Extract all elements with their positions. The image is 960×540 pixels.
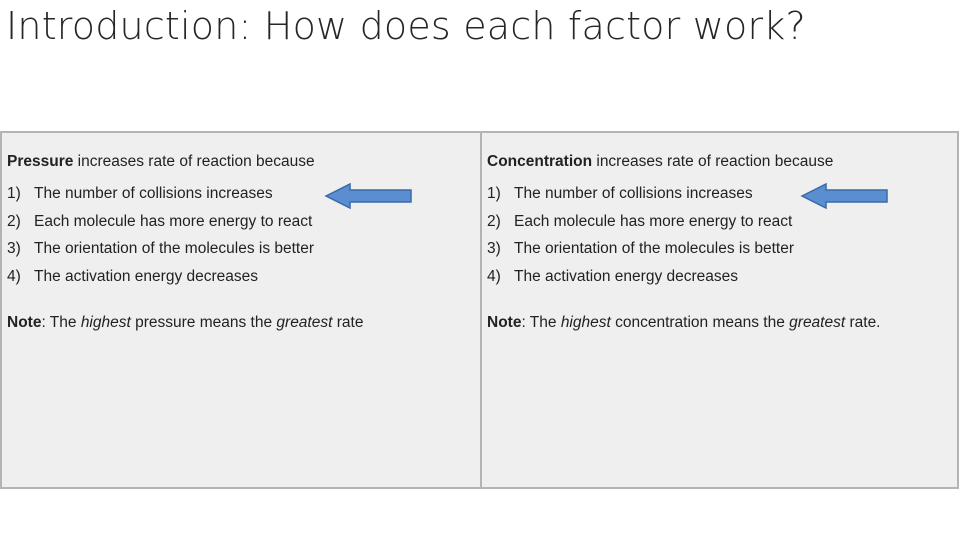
- pressure-heading-bold: Pressure: [7, 153, 74, 170]
- item-text: The orientation of the molecules is better: [514, 240, 795, 257]
- concentration-note: [487, 313, 957, 333]
- item-text: Each molecule has more energy to react: [514, 212, 793, 230]
- note-label: Note: [487, 314, 522, 331]
- note-emphasis: greatest: [276, 314, 333, 331]
- slide-title: Introduction: How does each factor work?: [6, 4, 806, 48]
- list-item: [7, 212, 480, 240]
- right-arrow-icon: [800, 182, 890, 210]
- item-text: The number of collisions increases: [514, 185, 753, 202]
- concentration-heading-rest: increases rate of reaction because: [592, 153, 834, 170]
- concentration-heading-bold: Concentration: [487, 153, 593, 170]
- note-emphasis: highest: [560, 314, 611, 331]
- note-text: rate.: [845, 314, 881, 331]
- item-text: Each molecule has more energy to react: [34, 212, 313, 230]
- pressure-column: [2, 133, 482, 487]
- item-text: The number of collisions increases: [34, 185, 273, 202]
- item-number: 1): [487, 185, 501, 202]
- note-text: concentration means the: [610, 314, 790, 331]
- note-text: : The: [521, 314, 561, 331]
- concentration-column: [482, 133, 957, 487]
- note-label: Note: [7, 314, 42, 331]
- list-item: [487, 267, 957, 295]
- note-text: : The: [41, 314, 81, 331]
- left-arrow-icon: [324, 182, 414, 210]
- item-text: The activation energy decreases: [34, 267, 259, 285]
- item-number: 3): [7, 240, 21, 257]
- pressure-heading-rest: increases rate of reaction because: [73, 153, 315, 170]
- list-item: [487, 239, 957, 267]
- item-number: 4): [7, 267, 21, 285]
- list-item: [487, 212, 957, 240]
- item-number: 4): [487, 267, 501, 285]
- pressure-note: [7, 313, 480, 333]
- item-number: 1): [7, 185, 21, 202]
- list-item: [7, 239, 480, 267]
- item-text: The orientation of the molecules is better: [34, 240, 315, 257]
- note-text: rate: [332, 314, 364, 331]
- comparison-table: [0, 131, 959, 489]
- item-number: 3): [487, 240, 501, 257]
- item-text: The activation energy decreases: [514, 267, 739, 285]
- item-number: 2): [487, 212, 501, 230]
- note-text: pressure means the: [130, 314, 277, 331]
- list-item: [7, 267, 480, 295]
- pressure-heading: [7, 152, 480, 172]
- note-emphasis: highest: [80, 314, 131, 331]
- note-emphasis: greatest: [789, 314, 846, 331]
- concentration-heading: [487, 152, 957, 172]
- item-number: 2): [7, 212, 21, 230]
